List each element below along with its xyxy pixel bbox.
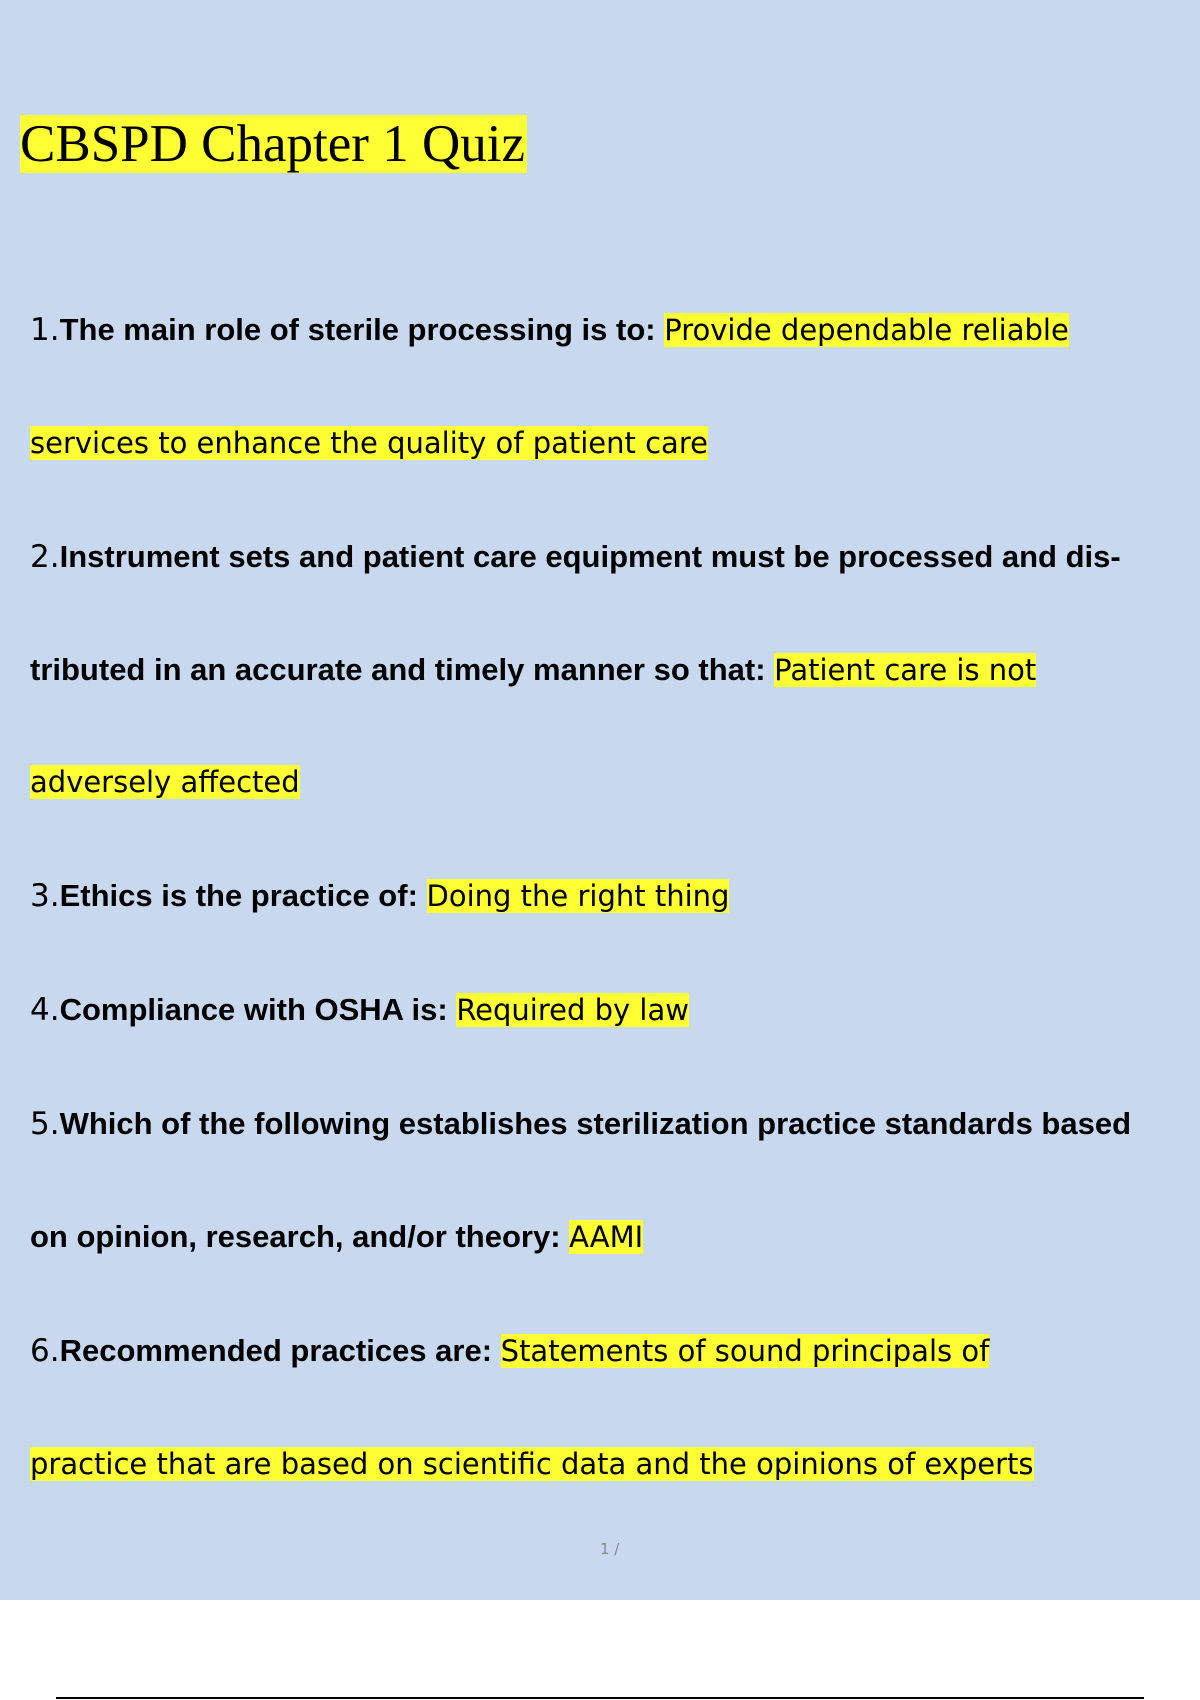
question-4-text: Compliance with OSHA is: bbox=[59, 992, 457, 1027]
question-1-answer-part-2: services to enhance the quality of patient care bbox=[30, 426, 708, 460]
question-5-line-1 bbox=[30, 1104, 1131, 1144]
question-2-text-part-2: tributed in an accurate and timely manner so that: bbox=[30, 652, 775, 687]
question-6-answer-part-1: Statements of sound principals of bbox=[500, 1334, 990, 1368]
question-2-line-1 bbox=[30, 537, 1121, 577]
question-6-line-1 bbox=[30, 1331, 989, 1371]
footer-divider bbox=[56, 1697, 1144, 1699]
question-3-number: 3. bbox=[30, 878, 60, 914]
question-2-number: 2. bbox=[30, 539, 60, 575]
question-6-text: Recommended practices are: bbox=[59, 1333, 501, 1368]
question-3-text: Ethics is the practice of: bbox=[59, 878, 427, 913]
question-2-text-part-1: Instrument sets and patient care equipment must be processed and dis- bbox=[59, 539, 1121, 574]
question-1-number: 1. bbox=[30, 312, 60, 348]
question-3-line-1 bbox=[30, 876, 729, 916]
question-4-answer: Required by law bbox=[456, 993, 689, 1027]
question-5-text-part-2: on opinion, research, and/or theory: bbox=[30, 1219, 570, 1254]
question-4-number: 4. bbox=[30, 992, 60, 1028]
question-3-answer: Doing the right thing bbox=[426, 879, 730, 913]
question-1-line-2 bbox=[30, 423, 708, 463]
question-5-number: 5. bbox=[30, 1106, 60, 1142]
question-4-line-1 bbox=[30, 990, 689, 1030]
question-1-answer-part-1: Provide dependable reliable bbox=[664, 313, 1069, 347]
question-5-text-part-1: Which of the following establishes sterilization practice standards based bbox=[59, 1106, 1132, 1141]
question-2-line-2 bbox=[30, 650, 1036, 690]
question-5-line-2 bbox=[30, 1217, 643, 1257]
question-5-answer: AAMI bbox=[569, 1220, 644, 1254]
question-6-line-2 bbox=[30, 1444, 1034, 1484]
title-highlight: CBSPD Chapter 1 Quiz bbox=[20, 115, 525, 173]
question-6-answer-part-2: practice that are based on scientific data and the opinions of experts bbox=[30, 1447, 1034, 1481]
question-2-line-3 bbox=[30, 762, 300, 802]
question-1-text: The main role of sterile processing is to: bbox=[59, 312, 665, 347]
question-1-line-1 bbox=[30, 310, 1069, 350]
question-2-answer-part-1: Patient care is not bbox=[774, 653, 1037, 687]
question-6-number: 6. bbox=[30, 1333, 60, 1369]
page-title bbox=[20, 110, 527, 178]
question-2-answer-part-2: adversely affected bbox=[30, 765, 300, 799]
page-number: 1 / bbox=[600, 1540, 620, 1558]
